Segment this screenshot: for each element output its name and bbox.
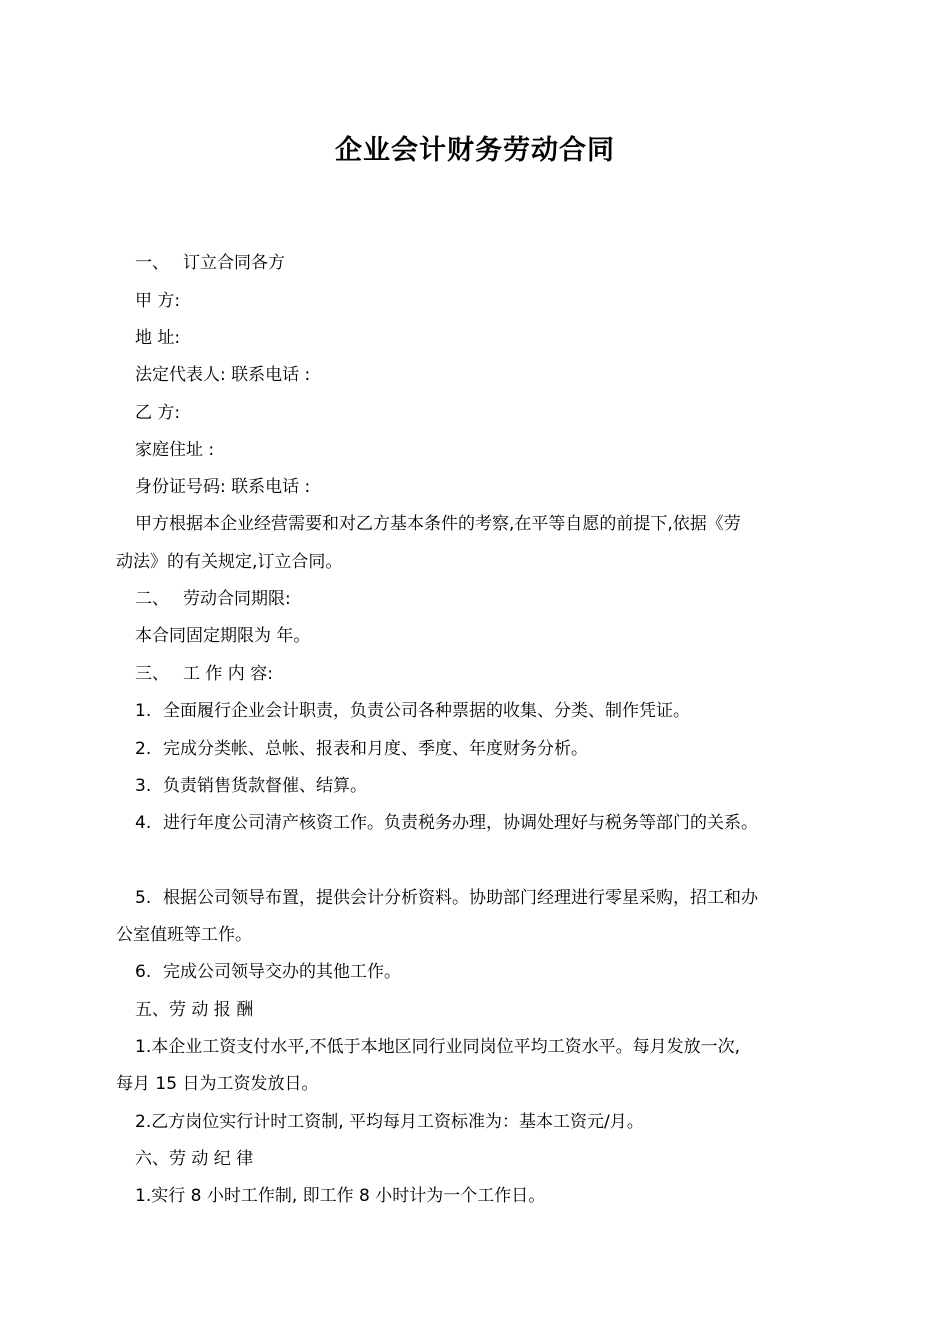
home-address-line: 家庭住址 : xyxy=(135,440,215,460)
list-text: 负责销售货款督催、结算。 xyxy=(163,776,367,796)
party-b-line: 乙 方: xyxy=(135,403,181,423)
list-number: 5. xyxy=(135,888,152,908)
section-title: 劳动合同期限: xyxy=(183,589,291,609)
list-item-continuation: 公室值班等工作。 xyxy=(116,925,252,945)
paragraph-line: 甲方根据本企业经营需要和对乙方基本条件的考察,在平等自愿的前提下,依据《劳 xyxy=(135,514,741,534)
list-number: 3. xyxy=(135,776,152,796)
paragraph-line: 1.实行 8 小时工作制, 即工作 8 小时计为一个工作日。 xyxy=(135,1186,546,1206)
id-number-line: 身份证号码: 联系电话 : xyxy=(135,477,311,497)
paragraph-line: 1.本企业工资支付水平,不低于本地区同行业同岗位平均工资水平。每月发放一次, xyxy=(135,1037,741,1057)
list-text: 完成分类帐、总帐、报表和月度、季度、年度财务分析。 xyxy=(163,739,588,759)
list-text: 根据公司领导布置，提供会计分析资料。协助部门经理进行零星采购，招工和办 xyxy=(163,888,758,908)
list-text: 完成公司领导交办的其他工作。 xyxy=(163,962,401,982)
document-title: 企业会计财务劳动合同 xyxy=(335,135,615,166)
list-item xyxy=(135,959,401,985)
section-heading-6: 六、劳 动 纪 律 xyxy=(135,1149,254,1169)
list-item xyxy=(135,773,367,799)
list-item xyxy=(135,885,758,911)
section-heading-5: 五、劳 动 报 酬 xyxy=(135,1000,254,1020)
party-a-line: 甲 方: xyxy=(135,291,181,311)
paragraph-line: 动法》的有关规定,订立合同。 xyxy=(116,552,343,572)
legal-representative-line: 法定代表人: 联系电话 : xyxy=(135,365,311,385)
list-number: 1. xyxy=(135,701,152,721)
section-heading-1 xyxy=(135,250,285,276)
list-number: 6. xyxy=(135,962,152,982)
contract-term-line: 本合同固定期限为 年。 xyxy=(135,626,311,646)
paragraph-line: 每月 15 日为工资发放日。 xyxy=(116,1074,319,1094)
section-heading-2 xyxy=(135,586,291,612)
list-number: 2. xyxy=(135,739,152,759)
section-number: 一、 xyxy=(135,253,169,273)
section-heading-3 xyxy=(135,661,273,687)
list-item xyxy=(135,698,690,724)
list-number: 4. xyxy=(135,813,152,833)
section-number: 二、 xyxy=(135,589,169,609)
list-text: 进行年度公司清产核资工作。负责税务办理，协调处理好与税务等部门的关系。 xyxy=(163,813,758,833)
section-title: 工 作 内 容: xyxy=(183,664,273,684)
paragraph-line: 2.乙方岗位实行计时工资制, 平均每月工资标准为：基本工资元/月。 xyxy=(135,1112,644,1132)
list-item xyxy=(135,736,588,762)
address-line: 地 址: xyxy=(135,328,181,348)
list-item xyxy=(135,810,758,836)
section-title: 订立合同各方 xyxy=(183,253,285,273)
section-number: 三、 xyxy=(135,664,169,684)
list-text: 全面履行企业会计职责，负责公司各种票据的收集、分类、制作凭证。 xyxy=(163,701,690,721)
